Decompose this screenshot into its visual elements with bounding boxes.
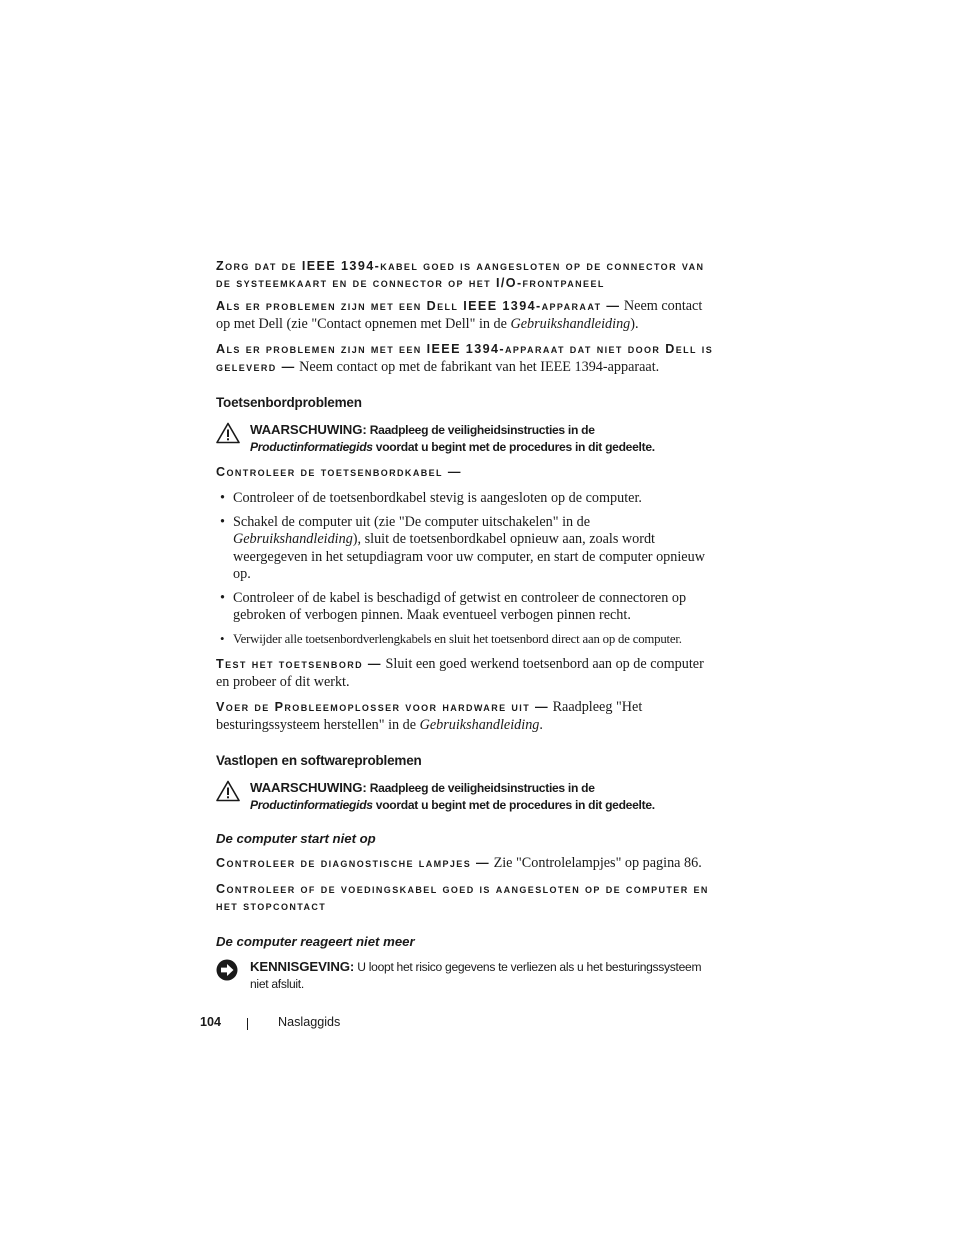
list-item — [216, 514, 716, 584]
notice-body: U loopt het risico gegevens te verliezen als u het besturingssysteem niet afsluit. — [250, 959, 702, 991]
bullet-2-text-b: ), sluit de toetsenbordkabel opnieuw aan, zoals wordt weergegeven in het setupdiagram voor uw computer, en start de computer opnieuw op. — [233, 531, 705, 582]
bullet-1-text: Controleer of de toetsenbordkabel stevig is aangesloten op de computer. — [233, 490, 642, 506]
item-test-title: Test het toetsenbord — — [216, 657, 382, 671]
item-test-keyboard — [216, 656, 716, 691]
warning-body-2a: Raadpleeg de veiligheidsinstructies in de — [369, 781, 595, 795]
warning-box-1 — [216, 421, 716, 456]
warning-text-1 — [250, 421, 716, 456]
list-item — [216, 490, 716, 508]
item-troubleshooter-title: Voer de Probleemoplosser voor hardware uit — — [216, 700, 550, 714]
warning-box-2 — [216, 779, 716, 814]
page-footer — [200, 1015, 600, 1035]
item-dell-text: Neem contact op met Dell (zie "Contact opnemen met Dell" in de — [216, 298, 703, 332]
heading-check-keyboard-cable: Controleer de toetsenbordkabel — — [216, 465, 462, 479]
subheading-no-start: De computer start niet op — [216, 831, 376, 846]
heading-check-power-cable: Controleer of de voedingskabel goed is aangesloten op de computer en het stopcontact — [216, 881, 709, 913]
item-diagnostic-lights — [216, 855, 716, 873]
item-troubleshooter-text: Raadpleeg "Het besturingssysteem herstellen" in de — [216, 699, 643, 733]
bullet-2-italic: Gebruikshandleiding — [233, 531, 353, 547]
item-dell-device — [216, 298, 716, 333]
footer-divider — [247, 1018, 248, 1030]
item-nondell-device — [216, 341, 716, 376]
item-diagnostic-title: Controleer de diagnostische lampjes — — [216, 856, 491, 870]
bullet-4-text: Verwijder alle toetsenbordverlengkabels en sluit het toetsenbord direct aan op de computer. — [233, 631, 682, 646]
page-number: 104 — [200, 1015, 222, 1029]
list-item — [216, 631, 716, 649]
notice-text — [250, 958, 716, 993]
item-troubleshooter-italic: Gebruikshandleiding — [419, 716, 540, 733]
heading-ieee-cable: Zorg dat de IEEE 1394-kabel goed is aangesloten op de connector van de systeemkaart en de connector op het I/O-frontpaneel — [216, 259, 705, 290]
bullet-3-text: Controleer of de kabel is beschadigd of getwist en controleer de connectoren op gebroken of verbogen pinnen. Maak eventueel verbogen pinnen recht. — [233, 589, 687, 623]
warning-body-1b: voordat u begint met de procedures in dit gedeelte. — [375, 440, 655, 454]
warning-italic-2: Productinformatiegids — [250, 798, 373, 812]
item-dell-title: Als er problemen zijn met een Dell IEEE 1394-apparaat — — [216, 299, 621, 313]
warning-lead-2: WAARSCHUWING: — [250, 780, 367, 795]
notice-box — [216, 958, 716, 993]
bullet-2-text-a: Schakel de computer uit (zie "De computer uitschakelen" in de — [233, 513, 591, 530]
warning-body-2b: voordat u begint met de procedures in dit gedeelte. — [375, 798, 655, 812]
page-content — [216, 258, 716, 1001]
item-troubleshooter-end: . — [539, 716, 543, 733]
notice-arrow-icon — [216, 958, 250, 986]
item-dell-end: ). — [630, 315, 639, 332]
warning-lead-1: WAARSCHUWING: — [250, 422, 367, 437]
warning-text-2 — [250, 779, 716, 814]
keyboard-cable-list — [216, 490, 716, 648]
subheading-no-response: De computer reageert niet meer — [216, 933, 415, 949]
warning-triangle-icon — [216, 421, 250, 449]
warning-italic-1: Productinformatiegids — [250, 440, 373, 454]
notice-lead: KENNISGEVING: — [250, 958, 355, 974]
list-item — [216, 590, 716, 625]
section-title-lockups: Vastlopen en softwareproblemen — [216, 753, 422, 768]
item-nondell-text: Neem contact op met de fabrikant van het IEEE 1394-apparaat. — [299, 358, 660, 375]
item-diagnostic-text: Zie "Controlelampjes" op pagina 86. — [493, 855, 702, 871]
warning-triangle-icon — [216, 779, 250, 807]
section-title-keyboard: Toetsenbordproblemen — [216, 395, 362, 410]
warning-body-1a: Raadpleeg de veiligheidsinstructies in de — [369, 423, 595, 437]
item-test-text: Sluit een goed werkend toetsenbord aan op de computer en probeer of dit werkt. — [216, 656, 704, 690]
item-troubleshooter — [216, 699, 716, 734]
footer-title: Naslaggids — [278, 1015, 341, 1029]
item-dell-italic: Gebruikshandleiding — [510, 315, 631, 332]
item-nondell-title: Als er problemen zijn met een IEEE 1394-apparaat dat niet door Dell is geleverd — — [216, 342, 714, 374]
